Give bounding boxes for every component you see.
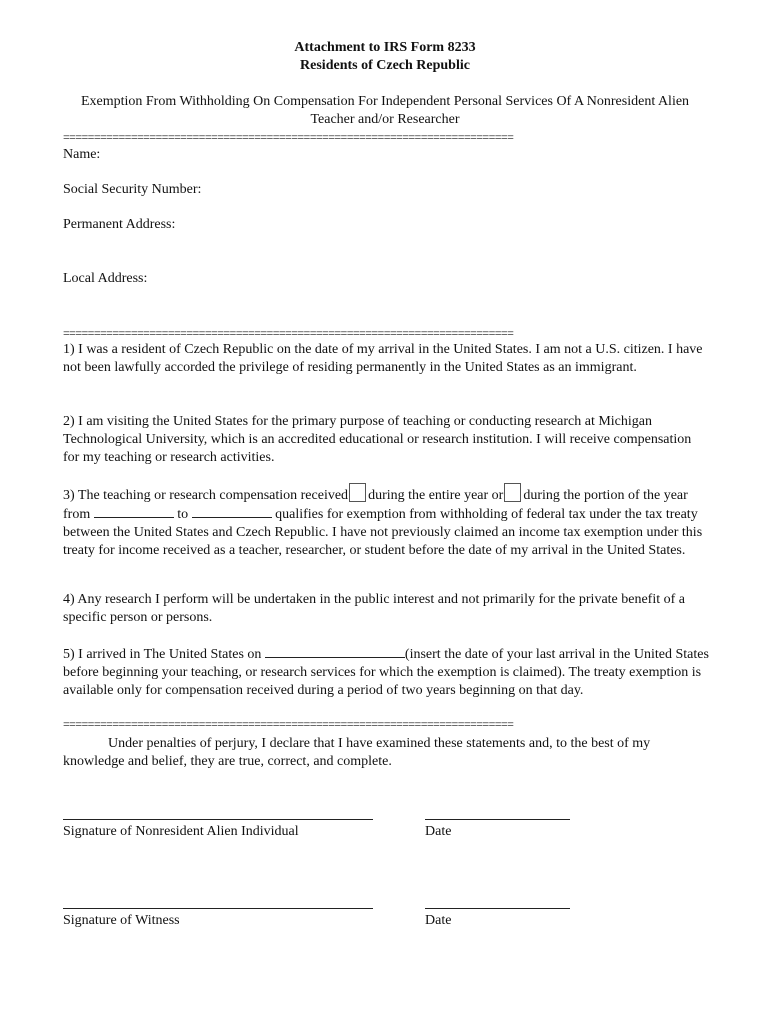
statement-2	[63, 413, 709, 467]
signature-line-witness[interactable]	[63, 908, 373, 909]
ssn-label: Social Security Number:	[63, 182, 202, 197]
separator-bottom: =========================================================================	[63, 718, 514, 730]
title-line-1: Attachment to IRS Form 8233	[294, 40, 476, 55]
statement-3-text-b: during the entire year or	[368, 488, 504, 503]
statement-2-text: 2) I am visiting the United States for the primary purpose of teaching or conducting research at Michigan Technological University, which is an accredited educational or research institution. I will receive compensation for my teaching or research activities.	[63, 414, 692, 465]
statement-5	[63, 645, 709, 700]
statement-5-text-a: 5) I arrived in The United States on	[63, 647, 262, 662]
date-line-alien[interactable]	[425, 819, 570, 820]
statement-5-text-b: (insert the date of your last arrival in the United States before beginning your teaching, or research services for which the exemption is claimed). The treaty exemption is available only for compensation received during a period of two years beginning on that day.	[63, 647, 709, 698]
separator-middle: =========================================================================	[63, 327, 514, 339]
statement-3-text-d: to	[177, 507, 189, 522]
statement-3-text-e: qualifies for exemption from withholding of federal tax under the tax treaty between the United States and Czech Republic. I have not previously claimed an income tax exemption under this treaty for income received as a teacher, researcher, or student before the date of my arrival in the United States.	[63, 507, 703, 558]
statement-1	[63, 341, 709, 377]
statement-1-text: 1) I was a resident of Czech Republic on the date of my arrival in the United States. I am not a U.S. citizen. I have not been lawfully accorded the privilege of residing permanently in the United States as an immigrant.	[63, 342, 703, 375]
date-label-alien: Date	[425, 824, 452, 839]
declaration	[63, 735, 709, 771]
statement-3-text-a: 3) The teaching or research compensation received	[63, 488, 349, 503]
statement-3	[63, 483, 709, 560]
local-address-label: Local Address:	[63, 271, 148, 286]
entire-year-checkbox[interactable]	[349, 483, 366, 502]
to-date-field[interactable]	[192, 505, 272, 518]
name-label: Name:	[63, 147, 101, 162]
declaration-text: Under penalties of perjury, I declare that I have examined these statements and, to the best of my knowledge and belief, they are true, correct, and complete.	[63, 736, 651, 769]
statement-4	[63, 591, 709, 627]
title-line-2: Residents of Czech Republic	[300, 58, 470, 73]
separator-top: =========================================================================	[63, 131, 514, 143]
signature-label-witness: Signature of Witness	[63, 913, 180, 928]
arrival-date-field[interactable]	[265, 645, 405, 658]
statement-3-text-c: during the portion of the year from	[63, 488, 688, 522]
signature-line-alien[interactable]	[63, 819, 373, 820]
form-subtitle: Exemption From Withholding On Compensation For Independent Personal Services Of A Nonresident Alien Teacher and/or Researcher	[80, 94, 690, 127]
date-label-witness: Date	[425, 913, 452, 928]
signature-label-alien: Signature of Nonresident Alien Individual	[63, 824, 299, 839]
statement-4-text: 4) Any research I perform will be undertaken in the public interest and not primarily for the private benefit of a specific person or persons.	[63, 592, 686, 625]
permanent-address-label: Permanent Address:	[63, 217, 176, 232]
portion-of-year-checkbox[interactable]	[504, 483, 521, 502]
date-line-witness[interactable]	[425, 908, 570, 909]
from-date-field[interactable]	[94, 505, 174, 518]
